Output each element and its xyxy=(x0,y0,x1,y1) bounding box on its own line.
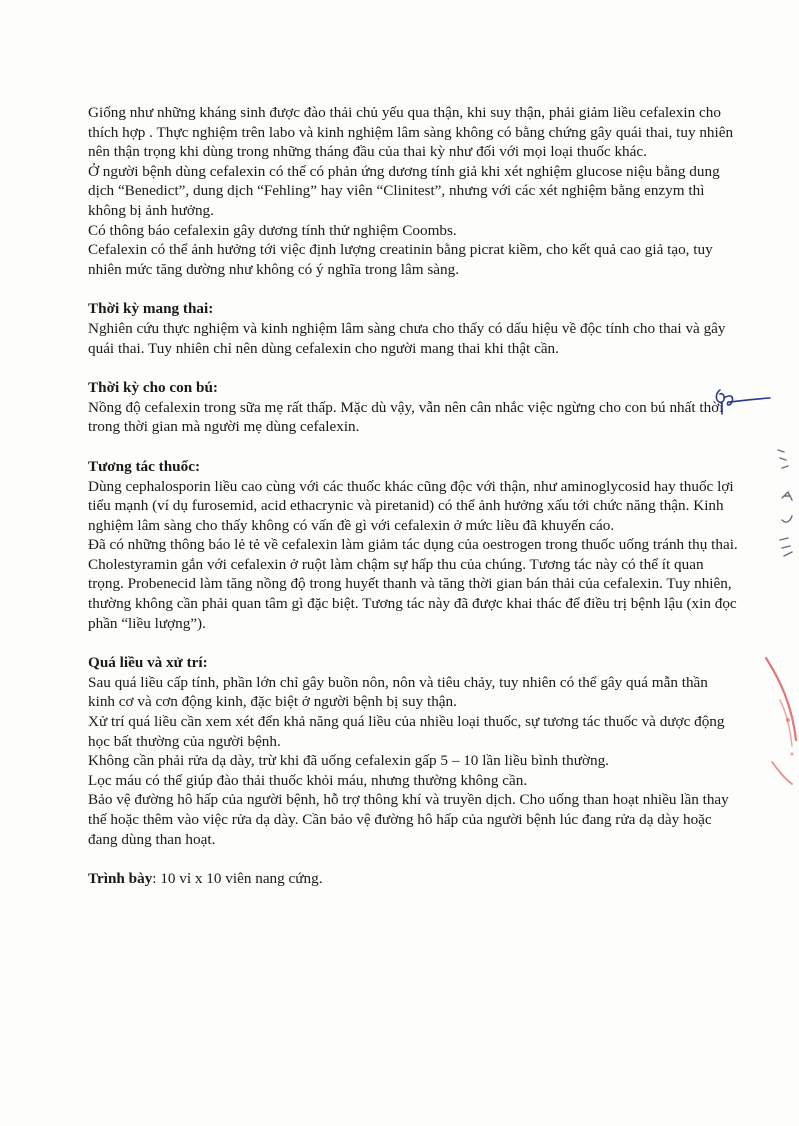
interactions-paragraph-2: Đã có những thông báo lẻ tẻ về cefalexin làm giảm tác dụng của oestrogen trong thuốc uống tránh thụ thai. xyxy=(88,536,738,554)
red-stamp-edge xyxy=(762,650,799,790)
breastfeeding-paragraph: Nồng độ cefalexin trong sữa mẹ rất thấp. Mặc dù vậy, vẫn nên cân nhắc việc ngừng cho con bú nhất thời trong thời gian mà người mẹ dùng cefalexin. xyxy=(88,398,724,436)
overdose-section xyxy=(88,653,738,849)
page-edge-seal-fragment xyxy=(768,440,799,570)
overdose-paragraph-5: Bảo vệ đường hô hấp của người bệnh, hỗ trợ thông khí và truyền dịch. Cho uống than hoạt nhiều lần thay thế hoặc thêm vào việc rửa dạ dày. Cần bảo vệ đường hô hấp của người bệnh lúc đang rửa dạ dày hoặc đang dùng than hoạt. xyxy=(88,791,729,848)
intro-paragraph-2: Ở người bệnh dùng cefalexin có thể có phản ứng dương tính giả khi xét nghiệm glucose niệu bằng dung dịch “Benedict”, dung dịch “Fehling” hay viên “Clinitest”, nhưng với các xét nghiệm bằng enzym thì không bị ảnh hưởng. xyxy=(88,162,720,219)
document-body xyxy=(88,103,738,889)
intro-paragraph-1: Giống như những kháng sinh được đào thải chủ yếu qua thận, khi suy thận, phải giảm liều cefalexin cho thích hợp . Thực nghiệm trên labo và kinh nghiệm lâm sàng không có bằng chứng gây quái thai, tuy nhiên nên thận trọng khi dùng trong những tháng đầu của thai kỳ như đối với mọi loại thuốc khác. xyxy=(88,104,734,161)
interactions-paragraph-1: Dùng cephalosporin liều cao cùng với các thuốc khác cũng độc với thận, như aminoglycosid hay thuốc lợi tiểu mạnh (ví dụ furosemid, acid ethacrynic và piretanid) có thể ảnh hưởng xấu tới chức năng thận. Kinh nghiệm lâm sàng cho thấy không có vấn đề gì với cefalexin ở mức liều đã khuyến cáo. xyxy=(88,477,734,534)
presentation-label: Trình bày xyxy=(88,870,153,888)
pregnancy-section xyxy=(88,299,738,358)
intro-section xyxy=(88,103,738,279)
breastfeeding-section xyxy=(88,378,738,437)
pregnancy-paragraph: Nghiên cứu thực nghiệm và kinh nghiệm lâm sàng chưa cho thấy có dấu hiệu về độc tính cho thai và gây quái thai. Tuy nhiên chỉ nên dùng cefalexin cho người mang thai khi thật cần. xyxy=(88,319,726,357)
handwritten-initials-mark xyxy=(712,384,772,424)
overdose-heading: Quá liều và xử trí: xyxy=(88,654,208,672)
presentation-line xyxy=(88,869,738,889)
overdose-paragraph-4: Lọc máu có thể giúp đào thải thuốc khỏi máu, nhưng thường không cần. xyxy=(88,771,528,789)
breastfeeding-heading: Thời kỳ cho con bú: xyxy=(88,379,218,397)
interactions-section xyxy=(88,457,738,633)
interactions-paragraph-3: Cholestyramin gắn với cefalexin ở ruột làm chậm sự hấp thu của chúng. Tương tác này có thể ít quan trọng. Probenecid làm tăng nồng độ trong huyết thanh và tăng thời gian bán thải của cefalexin. Tuy nhiên, thường không cần phải quan tâm gì đặc biệt. Tương tác này đã được khai thác để điều trị bệnh lậu (xin đọc phần “liều lượng”). xyxy=(88,555,737,632)
interactions-heading: Tương tác thuốc: xyxy=(88,457,201,475)
overdose-paragraph-2: Xử trí quá liều cần xem xét đến khả năng quá liều của nhiều loại thuốc, sự tương tác thuốc và dược động học bất thường của người bệnh. xyxy=(88,713,725,750)
pregnancy-heading: Thời kỳ mang thai: xyxy=(88,300,214,318)
overdose-paragraph-1: Sau quá liều cấp tính, phần lớn chỉ gây buồn nôn, nôn và tiêu chảy, tuy nhiên có thể gây quá mẫn thần kinh cơ và cơn động kinh, đặc biệt ở người bệnh bị suy thận. xyxy=(88,673,708,711)
presentation-value: : 10 vỉ x 10 viên nang cứng. xyxy=(152,870,323,888)
presentation-section xyxy=(88,869,738,889)
intro-paragraph-3: Có thông báo cefalexin gây dương tính thử nghiệm Coombs. xyxy=(88,221,457,239)
intro-paragraph-4: Cefalexin có thể ảnh hưởng tới việc định lượng creatinin bằng picrat kiềm, cho kết quả cao giả tạo, tuy nhiên mức tăng dường như không có ý nghĩa trong lâm sàng. xyxy=(88,241,713,278)
overdose-paragraph-3: Không cần phải rửa dạ dày, trừ khi đã uống cefalexin gấp 5 – 10 lần liều bình thường. xyxy=(88,752,609,770)
